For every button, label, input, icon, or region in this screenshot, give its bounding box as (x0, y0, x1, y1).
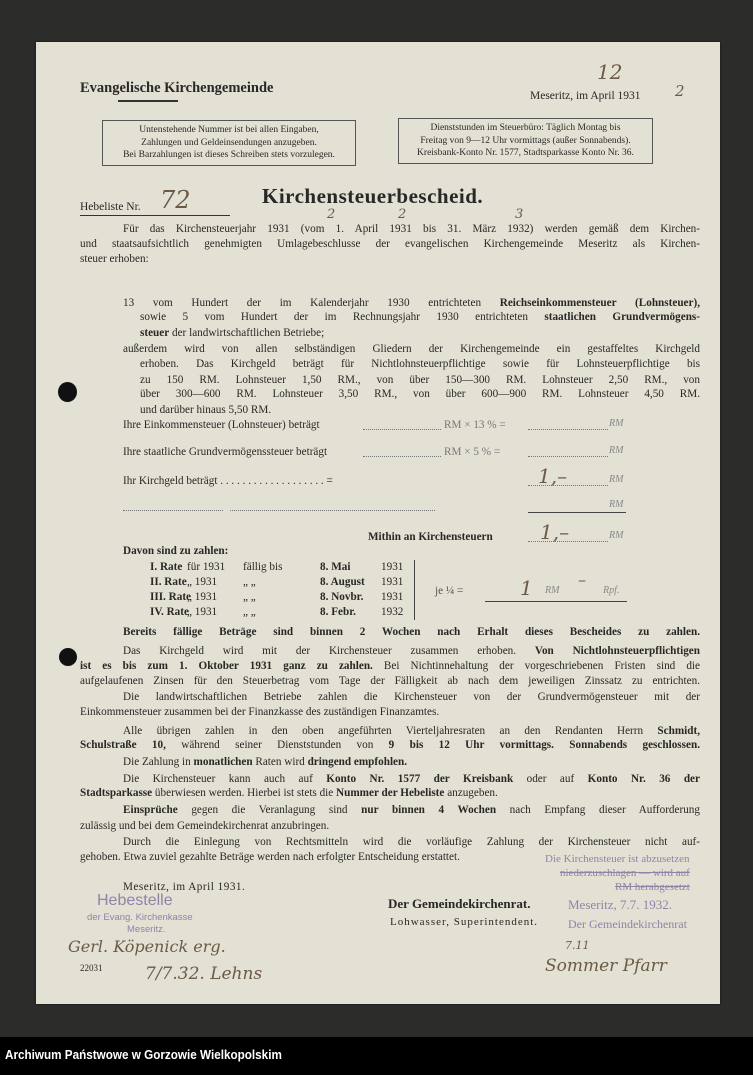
stamp-right-line: Der Gemeindekirchenrat (568, 917, 687, 931)
text-line (80, 674, 700, 688)
box-line: Dienststunden im Steuerbüro: Täglich Montag bis (430, 123, 621, 133)
box-line: Zahlungen und Geldeinsendungen anzugeben. (141, 137, 317, 148)
text: über 300—600 RM. Lohnsteuer 3,50 RM., von über 600—900 RM. Lohnsteuer 4,50 RM. (140, 388, 700, 400)
installment-label: I. Rate (150, 561, 183, 573)
installment-due-year: 1931 (381, 591, 404, 603)
stamp-right-line: niederzuschlagen — wird auf (560, 867, 690, 879)
currency-label: RM (609, 499, 624, 510)
text-line (123, 296, 700, 310)
stamp-right-date: Meseritz, 7.7. 1932. (568, 897, 672, 912)
text: Die Zahlung in (123, 756, 194, 768)
quarter-label: je ¼ = (435, 585, 464, 597)
text-line (80, 786, 498, 800)
installment-label: III. Rate (150, 591, 192, 603)
text: Die landwirtschaftlichen Betriebe zahlen die Kirchensteuer von der Grundvermögensteuer mit der (123, 691, 700, 703)
box-line: Freitag von 9—12 Uhr vormittags (außer Sonnabends). (420, 135, 631, 146)
fill-line (528, 429, 608, 430)
installment-year: für 1931 (187, 561, 226, 573)
text: oder auf (513, 773, 588, 785)
installment-date: 8. August (320, 576, 365, 588)
bold-text: staatlichen Grundvermögens- (544, 311, 701, 323)
sum-line (528, 512, 626, 513)
installment-due-year: 1931 (381, 576, 404, 588)
bold-text: Stadtsparkasse (80, 787, 153, 799)
info-box-numbering (102, 120, 356, 166)
text-line (123, 755, 407, 769)
bold-text: Schulstraße 10, (80, 739, 166, 751)
hw-signature: Sommer Pfarr (545, 956, 667, 976)
installment-date: 8. Febr. (320, 606, 356, 618)
text-line (123, 625, 700, 639)
stamp-line: Meseritz. (127, 924, 166, 935)
council-name: Der Gemeindekirchenrat. (388, 896, 531, 911)
divider (118, 100, 178, 102)
text: anzugeben. (444, 787, 498, 799)
text-line (80, 705, 439, 719)
fill-line (123, 510, 223, 511)
text-line (80, 237, 700, 251)
installment-year: „ 1931 (187, 576, 218, 588)
text-line (123, 724, 700, 738)
text: gehoben. Etwa zuviel gezahlte Beträge werden nach erfolgter Entscheidung erstattet. (80, 851, 460, 863)
hw-date: 7/7.32. Lehns (145, 964, 263, 984)
hw-year-fix: 2 (675, 82, 685, 100)
stamp-line: der Evang. Kirchenkasse (87, 912, 193, 923)
kirchgeld-label: Ihr Kirchgeld beträgt . . . . . . . . . . . . . . . . . . . = (123, 475, 333, 487)
installments-heading: Davon sind zu zahlen: (123, 545, 229, 557)
text-line (123, 342, 700, 356)
stamp-right-line: RM herabgesetzt (615, 881, 690, 893)
hw-correction: 2 (398, 207, 407, 222)
footer-bar (0, 1037, 753, 1075)
text-line (80, 850, 460, 864)
hebeliste-label: Hebeliste Nr. (80, 201, 141, 213)
kirchgeld-value: 1,– (538, 464, 568, 488)
text-line (140, 387, 700, 401)
stamp-hebestelle: Hebestelle (97, 892, 173, 909)
income-tax-calc: RM × 13 % = (444, 419, 506, 431)
land-tax-label: Ihre staatliche Grundvermögenssteuer beträgt (123, 446, 328, 458)
text: zulässig und bei dem Gemeindekirchenrat anzubringen. (80, 820, 330, 832)
text: gegen die Veranlagung sind (177, 804, 362, 816)
installment-due-year: 1931 (381, 561, 404, 573)
text: der landwirtschaftlichen Betriebe; (169, 327, 325, 339)
text-line (140, 403, 271, 417)
hebeliste-number: 72 (160, 186, 191, 214)
header-place-date: Meseritz, im April 1931 (530, 90, 641, 102)
text-line (140, 373, 700, 387)
punch-hole (59, 648, 77, 666)
bold-text: Reichseinkommensteuer (Lohnsteuer), (499, 297, 700, 309)
hw-correction: 2 (327, 207, 336, 222)
text-line (140, 326, 324, 340)
text-line (123, 644, 700, 658)
bold-text: nur binnen 4 Wochen (361, 804, 497, 816)
text-line (140, 310, 700, 324)
hebeliste-underline (80, 215, 230, 216)
text: Bei Nichtinnehaltung der vorgeschriebenen Fristen sind die (372, 660, 701, 672)
text-line (123, 222, 700, 236)
text: Durch die Einlegung von Rechtsmitteln wird die vorläufige Zahlung der Kirchensteuer nicht auf- (123, 836, 700, 848)
total-label: Mithin an Kirchensteuern (368, 531, 493, 543)
text-line (140, 357, 700, 371)
installment-date: 8. Novbr. (320, 591, 364, 603)
hw-number: 12 (597, 60, 623, 84)
text: Raten wird (252, 756, 308, 768)
box-line: Untenstehende Nummer ist bei allen Eingaben, (139, 125, 319, 135)
text: und darüber hinaus 5,50 RM. (140, 404, 272, 416)
installment-due: fällig bis (243, 561, 283, 573)
bold-text: dringend empfohlen. (307, 756, 408, 768)
text: überwiesen werden. Hierbei ist stets die (152, 787, 337, 799)
bold-text: ist es bis zum 1. Oktober 1931 ganz zu zahlen. (80, 660, 373, 672)
document-number: 22031 (80, 963, 103, 973)
text: und staatsaufsichtlich genehmigten Umlagebeschlusse der evangelischen Kirchengemeinde Meseritz als Kirchen- (80, 238, 700, 250)
hw-note: Gerl. Köpenick erg. (68, 937, 226, 956)
hw-correction: 3 (515, 207, 524, 222)
text-line (80, 252, 149, 266)
installment-date: 8. Mai (320, 561, 351, 573)
bold-text: 9 bis 12 Uhr vormittags. Sonnabends geschlossen. (388, 739, 700, 751)
text: außerdem wird von allen selbständigen Gliedern der Kirchengemeinde ein gestaffeltes Kirchgeld (123, 343, 700, 355)
fill-line (363, 429, 441, 430)
text-line (80, 659, 700, 673)
text-line (123, 803, 700, 817)
installment-label: IV. Rate (150, 606, 189, 618)
text: Für das Kirchensteuerjahr 1931 (vom 1. April 1931 bis 31. März 1932) werden gemäß dem Kirchen- (123, 223, 700, 235)
installment-label: II. Rate (150, 576, 187, 588)
installment-year: „ 1931 (187, 606, 218, 618)
text: aufgelaufenen Zinsen für den Steuerbetrag vom Tage der Fälligkeit ab nach dem jeweiligen Zinssatz zu entrichten. (80, 675, 700, 687)
quarter-rpf: Rpf. (603, 585, 620, 596)
organization-name: Evangelische Kirchengemeinde (80, 80, 274, 96)
stamp-right-line: Die Kirchensteuer ist abzusetzen (545, 853, 690, 865)
quarter-rm: RM (545, 585, 560, 596)
text-line (123, 772, 700, 786)
bold-text: Von Nichtlohnsteuerpflichtigen (534, 645, 700, 657)
income-tax-label: Ihre Einkommensteuer (Lohnsteuer) beträgt (123, 419, 320, 431)
installment-due: „ „ (243, 591, 256, 603)
hw-right-date: 7.11 (565, 939, 590, 952)
archive-name: Archiwum Państwowe w Gorzowie Wielkopolskim (5, 1047, 282, 1062)
document-title: Kirchensteuerbescheid. (262, 184, 484, 208)
bold-text: Nummer der Hebeliste (336, 787, 445, 799)
text-line (123, 690, 700, 704)
closing-place-date: Meseritz, im April 1931. (123, 881, 246, 893)
bold-text: Einsprüche (123, 804, 178, 816)
text: sowie 5 vom Hundert der im Rechnungsjahr 1930 entrichteten (140, 311, 545, 323)
installment-year: „ 1931 (187, 591, 218, 603)
signatory: Lohwasser, Superintendent. (390, 916, 539, 928)
text-line (80, 819, 329, 833)
fill-line (528, 456, 608, 457)
bold-text: steuer (140, 327, 170, 339)
land-tax-calc: RM × 5 % = (444, 446, 501, 458)
installment-due: „ „ (243, 576, 256, 588)
text: während seiner Dienststunden von (165, 739, 389, 751)
text: Einkommensteuer zusammen bei der Finanzkasse des zuständigen Finanzamtes. (80, 706, 440, 718)
punch-hole (58, 382, 77, 402)
currency-label: RM (609, 474, 624, 485)
text: nach Empfang dieser Aufforderung (496, 804, 700, 816)
currency-label: RM (609, 418, 624, 429)
text: zu 150 RM. Lohnsteuer 1,50 RM., von über 150—300 RM. Lohnsteuer 2,50 RM., von (140, 374, 700, 386)
text: steuer erhoben: (80, 253, 149, 265)
bold-text: Schmidt, (657, 725, 700, 737)
box-line: Kreisbank-Konto Nr. 1577, Stadtsparkasse Konto Nr. 36. (417, 148, 634, 158)
text: Alle übrigen zahlen in den oben angeführten Vierteljahresraten an den Rendanten Herrn (123, 725, 658, 737)
fill-line (230, 510, 435, 511)
info-box-office-hours (398, 118, 653, 164)
currency-label: RM (609, 530, 624, 541)
fill-line (363, 456, 441, 457)
bracket (414, 560, 415, 620)
installment-due-year: 1932 (381, 606, 404, 618)
bold-text: Bereits fällige Beträge sind binnen 2 Wochen nach Erhalt dieses Bescheides zu zahlen. (123, 626, 700, 638)
bold-text: monatlichen (193, 756, 253, 768)
bold-text: Konto Nr. 1577 der Kreisbank (326, 773, 514, 785)
installment-due: „ „ (243, 606, 256, 618)
currency-label: RM (609, 445, 624, 456)
quarter-value: 1 (520, 576, 533, 600)
text: Das Kirchgeld wird mit der Kirchensteuer zusammen erhoben. (123, 645, 535, 657)
text: 13 vom Hundert der im Kalenderjahr 1930 entrichteten (123, 297, 500, 309)
quarter-rpf-value: – (578, 570, 586, 589)
bold-text: Konto Nr. 36 der (587, 773, 700, 785)
quarter-line (485, 601, 627, 602)
text: erhoben. Das Kirchgeld beträgt für Nichtlohnsteuerpflichtige sowie für Lohnsteuerpflichtige bis (140, 358, 700, 370)
text: Die Kirchensteuer kann auch auf (123, 773, 327, 785)
box-line: Bei Barzahlungen ist dieses Schreiben stets vorzulegen. (123, 150, 335, 160)
text-line (123, 835, 700, 849)
text-line (80, 738, 700, 752)
total-value: 1,– (540, 520, 570, 544)
